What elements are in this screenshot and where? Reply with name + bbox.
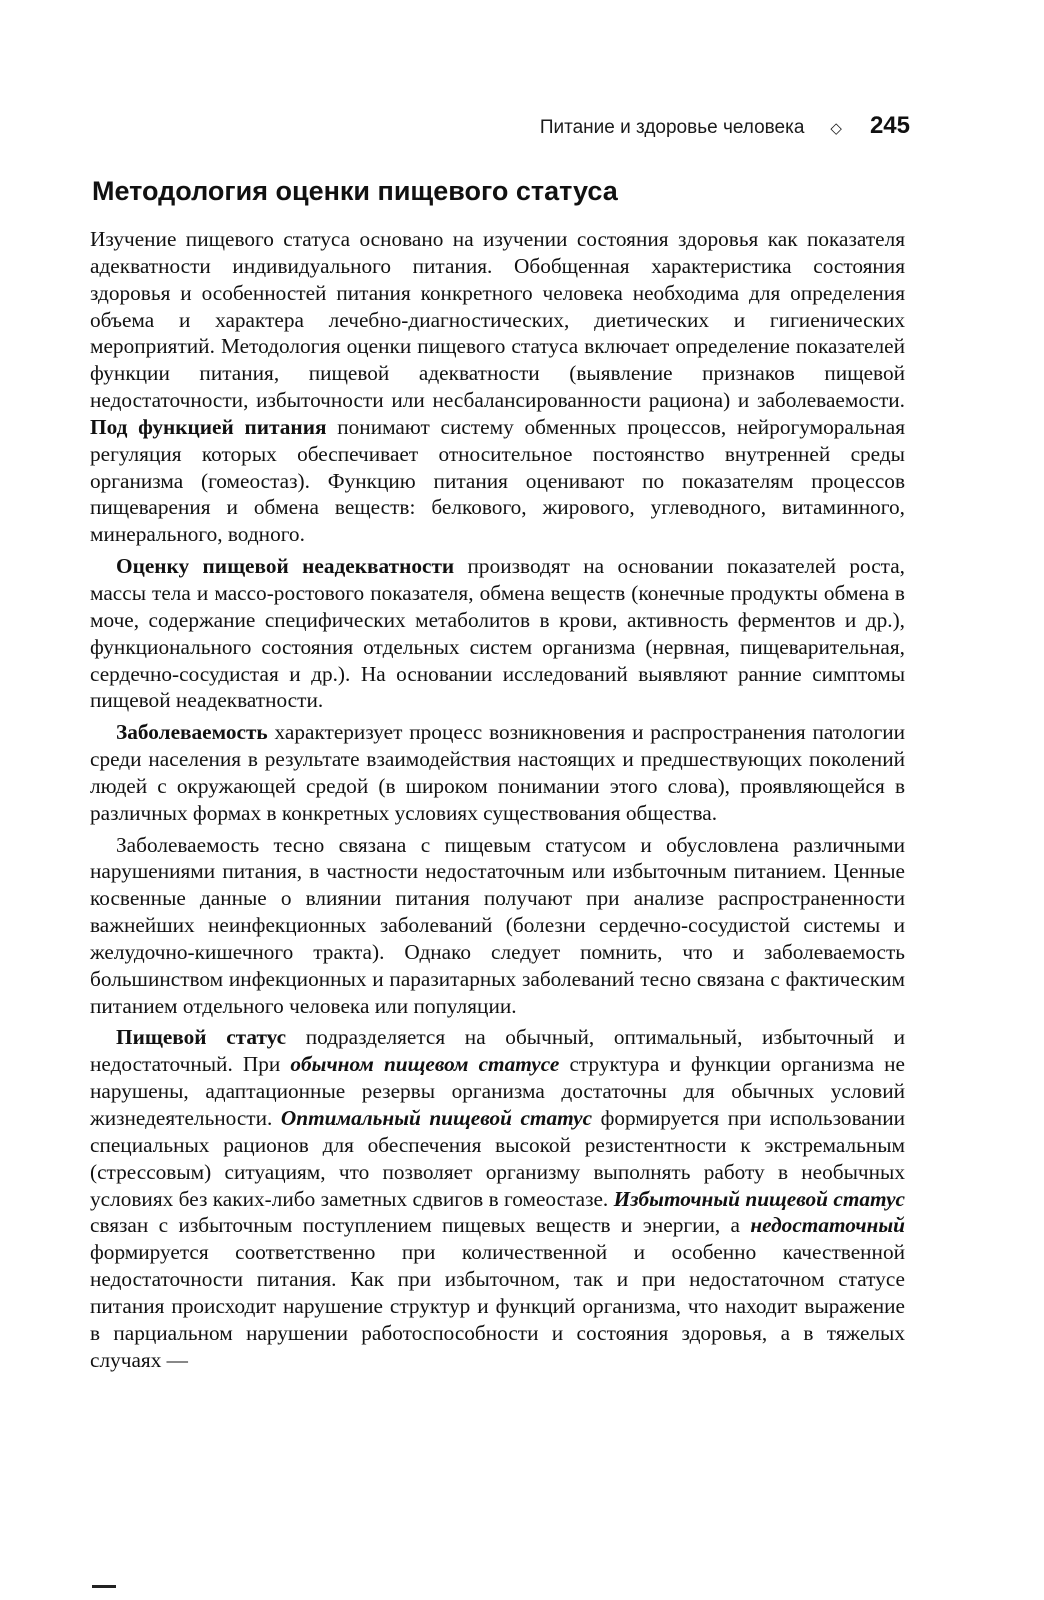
term-nutritional-status: Пищевой статус: [116, 1025, 287, 1050]
term-optimal-status: Оптимальный пищевой статус: [280, 1106, 593, 1130]
paragraph-morbidity-nutrition: [90, 832, 905, 1020]
text-run: характеризует процесс возникновения и распространения патологии среди населения в результате взаимодействия настоящих и предшествующих поколений людей с окружающей средой (в широком понимании этого слова), проявляющейся в различных формах в конкретных условиях существования общества.: [90, 720, 905, 825]
text-run: Заболеваемость тесно связана с пищевым статусом и обусловлена различными нарушениями питания, в частности недостаточным или избыточным питанием. Ценные косвенные данные о влиянии питания получают при анализе распространенности важнейших неинфекционных заболеваний (болезни сердечно-сосудистой системы и желудочно-кишечного тракта). Однако следует помнить, что и заболеваемость большинством инфекционных и паразитарных заболеваний тесно связана с фактическим питанием отдельного человека или популяции.: [90, 832, 905, 1018]
footnote-rule: [92, 1585, 116, 1588]
text-run: производят на основании показателей роста, массы тела и массо-ростового показателя, обмена веществ (конечные продукты обмена в моче, содержание специфических метаболитов в крови, активность ферментов и др.), функционального состояния отдельных систем организма (нервная, пищеварительная, сердечно-сосудистая и др.). На основании исследований выявляют ранние симптомы пищевой неадекватности.: [90, 554, 905, 713]
paragraph-nutritional-status: [90, 1024, 905, 1373]
page-number: 245: [869, 112, 910, 139]
section-heading: Методология оценки пищевого статуса: [92, 176, 618, 206]
body-text: [90, 226, 905, 1378]
text-run: формируется при использовании специальных рационов для обеспечения высокой резистентности к экстремальным (стрессовым) ситуациям, что позволяет организму выполнять работу в необычных условиях без каких-либо заметных сдвигов в гомеостазе.: [90, 1106, 905, 1211]
text-run: Изучение пищевого статуса основано на изучении состояния здоровья как показателя адекватности индивидуального питания. Обобщенная характеристика состояния здоровья и особенностей питания конкретного человека необходима для определения объема и характера лечебно-диагностических, диетических и гигиенических мероприятий. Методология оценки пищевого статуса включает определение показателей функции питания, пищевой адекватности (выявление признаков пищевой недостаточности, избыточности или несбалансированности рациона) и заболеваемости.: [90, 227, 905, 413]
paragraph-inadequacy: [90, 553, 905, 714]
term-inadequacy-assessment: Оценку пищевой неадекватности: [116, 554, 455, 579]
paragraph-intro: [90, 226, 905, 548]
term-nutrition-function: Под функцией питания: [90, 414, 327, 439]
term-insufficient-status: недостаточный: [750, 1213, 905, 1238]
text-run: подразделяется на обычный, оптимальный, избыточный и недостаточный. При: [90, 1025, 905, 1077]
diamond-icon: ◇: [830, 120, 842, 137]
text-run: формируется соответственно при количественной и особенно качественной недостаточности питания. Как при избыточном, так и при недостаточном статусе питания происходит нарушение структур и функций организма, что находит выражение в парциальном нарушении работоспособности и состояния здоровья, а в тяжелых случаях —: [90, 1240, 905, 1372]
text-run: связан с избыточным поступлением пищевых веществ и энергии, а: [90, 1213, 751, 1238]
term-excessive-status: Избыточный пищевой статус: [613, 1186, 905, 1211]
running-title: Питание и здоровье человека: [539, 117, 805, 138]
text-run: структура и функции организма не нарушены, адаптационные резервы организма достаточны для обычных условий жизнедеятельности.: [90, 1052, 906, 1130]
term-normal-status: обычном пищевом статусе: [290, 1052, 560, 1077]
term-morbidity: Заболеваемость: [116, 720, 268, 745]
running-head: [470, 112, 910, 140]
text-run: понимают систему обменных процессов, нейрогуморальная регуляция которых обеспечивает относительное постоянство внутренней среды организма (гомеостаз). Функцию питания оценивают по показателям процессов пищеварения и обмена веществ: белкового, жирового, углеводного, витаминного, минерального, водного.: [90, 414, 905, 547]
paragraph-morbidity: [90, 719, 905, 826]
